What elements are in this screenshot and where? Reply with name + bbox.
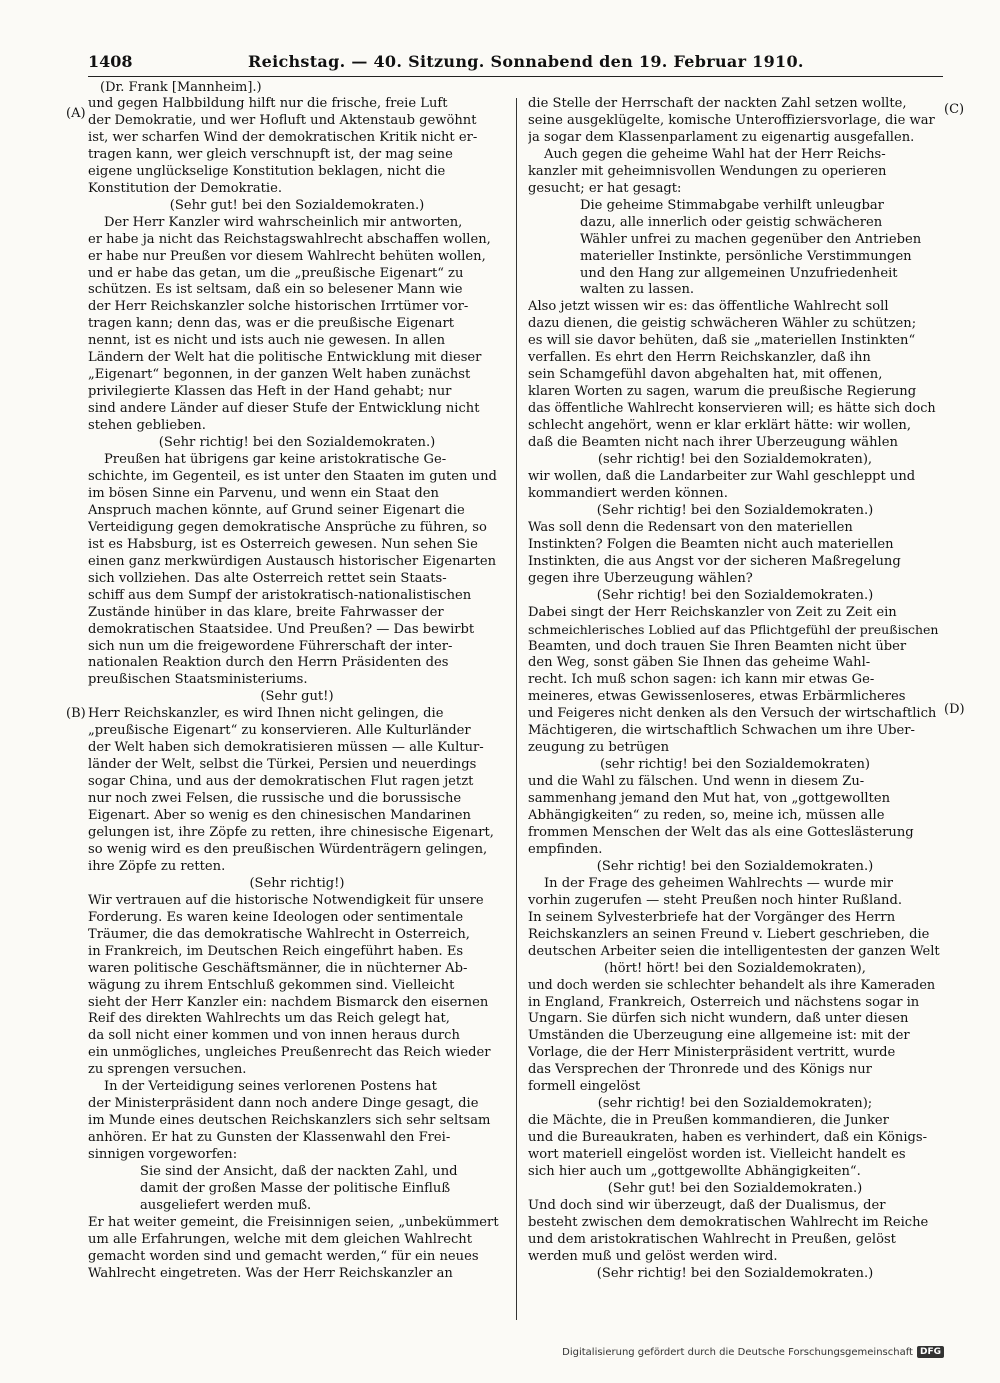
text-line: Verteidigung gegen demokratische Ansprüche zu führen, so: [88, 519, 487, 535]
text-line: schmeichlerisches Loblied auf das Pflichtgefühl der preußischen: [528, 621, 939, 637]
text-line: nationalen Reaktion durch den Herrn Präsidenten des: [88, 655, 449, 671]
right-column: [528, 96, 942, 1283]
text-line: und er habe das getan, um die „preußische Eigenart“ zu: [88, 265, 464, 281]
text-line: im Munde eines deutschen Reichskanzlers sich sehr seltsam: [88, 1113, 491, 1129]
text-line: den Weg, sonst gäben Sie Ihnen das geheime Wahl-: [528, 655, 871, 671]
text-line: (sehr richtig! bei den Sozialdemokraten);: [597, 1096, 873, 1112]
text-line: waren politische Geschäftsmänner, die in nüchterner Ab-: [88, 960, 468, 976]
text-line: Forderung. Es waren keine Ideologen oder sentimentale: [88, 909, 464, 925]
text-line: Er hat weiter gemeint, die Freisinnigen seien, „unbekümmert: [88, 1214, 499, 1230]
text-line: Wahlrecht eingetreten. Was der Herr Reichskanzler an: [88, 1265, 453, 1281]
text-line: Wir vertrauen auf die historische Notwendigkeit für unsere: [88, 892, 484, 908]
text-line: vorhin zugerufen — steht Preußen noch hinter Rußland.: [528, 892, 903, 908]
text-line: damit der großen Masse der politische Einfluß: [140, 1181, 451, 1196]
text-line: stehen geblieben.: [88, 418, 206, 434]
text-line: schützen. Es ist seltsam, daß ein so belesener Mann wie: [88, 282, 463, 298]
text-line: Wähler unfrei zu machen gegenüber den Antrieben: [580, 231, 922, 247]
text-line: sein Schamgefühl davon abgehalten hat, mit offenen,: [528, 367, 883, 383]
text-line: ihre Zöpfe zu retten.: [88, 858, 226, 874]
text-line: verfallen. Es ehrt den Herrn Reichskanzler, daß ihn: [528, 350, 871, 366]
text-line: Dabei singt der Herr Reichskanzler von Zeit zu Zeit ein: [528, 604, 897, 620]
running-head: Reichstag. — 40. Sitzung. Sonnabend den 19. Februar 1910.: [248, 52, 804, 71]
text-line: kommandiert werden können.: [528, 485, 728, 501]
text-line: sich vollziehen. Das alte Österreich rettet sein Staats-: [88, 570, 447, 586]
text-line: Instinkten, die aus Angst vor der sicheren Maßregelung: [528, 553, 901, 569]
text-line: ein unmögliches, ungleiches Preußenrecht das Reich wieder: [88, 1045, 491, 1061]
text-line: so wenig wird es den preußischen Würdenträgern gelingen,: [88, 841, 488, 857]
footer-text: Digitalisierung gefördert durch die Deutsche Forschungsgemeinschaft: [562, 1346, 913, 1358]
text-line: Ungarn. Sie dürfen sich nicht wundern, daß unter diesen: [528, 1011, 909, 1027]
text-line: preußischen Staatsministeriums.: [88, 672, 308, 688]
text-line: Reif des direkten Wahlrechts um das Reich gelegt hat,: [88, 1011, 450, 1027]
text-line: In seinem Sylvesterbriefe hat der Vorgänger des Herrn: [528, 909, 896, 925]
text-line: der Welt haben sich demokratisieren müssen — alle Kultur-: [88, 740, 484, 756]
text-line: nur noch zwei Felsen, die russische und die borussische: [88, 791, 462, 807]
text-line: und die Bureaukraten, haben es verhindert, daß ein Königs-: [528, 1130, 928, 1146]
text-line: (Sehr richtig! bei den Sozialdemokraten.): [596, 587, 874, 603]
text-line: die Mächte, die in Preußen kommandieren, die Junker: [528, 1113, 889, 1129]
text-line: sich hier auch um „gottgewollte Abhängigkeiten“.: [528, 1164, 861, 1180]
text-line: (Sehr gut!): [260, 689, 334, 705]
text-line: sogar China, und aus der demokratischen Flut ragen jetzt: [88, 774, 474, 790]
text-line: Sie sind der Ansicht, daß der nackten Zahl, und: [140, 1164, 458, 1180]
text-line: klaren Worten zu sagen, warum die preußische Regierung: [528, 384, 917, 400]
text-line: zu sprengen versuchen.: [88, 1062, 247, 1078]
text-line: Und doch sind wir überzeugt, daß der Dualismus, der: [528, 1197, 886, 1213]
text-line: Umständen die Überzeugung eine allgemeine ist: mit der: [528, 1028, 910, 1044]
text-line: Anspruch machen könnte, auf Grund seiner Eigenart die: [88, 502, 465, 518]
page-header: [88, 52, 943, 78]
text-line: walten zu lassen.: [580, 282, 695, 298]
text-line: (Sehr richtig! bei den Sozialdemokraten.): [596, 502, 874, 518]
text-line: (Sehr richtig! bei den Sozialdemokraten.): [596, 1265, 874, 1281]
text-line: (Sehr richtig!): [249, 875, 345, 891]
text-line: Der Herr Kanzler wird wahrscheinlich mir antworten,: [104, 214, 463, 230]
column-divider: [516, 98, 517, 1320]
text-line: um alle Erfahrungen, welche mit dem gleichen Wahlrecht: [88, 1231, 472, 1247]
text-line: er habe nur Preußen vor diesem Wahlrecht behüten wollen,: [88, 248, 486, 264]
text-line: wort materiell eingelöst worden ist. Vielleicht handelt es: [528, 1147, 906, 1163]
text-line: und Feigeres nicht denken als den Versuch der wirtschaftlich: [528, 706, 937, 722]
text-line: (Sehr gut! bei den Sozialdemokraten.): [169, 197, 425, 213]
text-line: Also jetzt wissen wir es: das öffentliche Wahlrecht soll: [528, 299, 889, 315]
speaker-label: (Dr. Frank [Mannheim].): [100, 80, 262, 95]
text-line: Preußen hat übrigens gar keine aristokratische Ge-: [104, 452, 447, 468]
text-line: wir wollen, daß die Landarbeiter zur Wahl geschleppt und: [528, 468, 916, 484]
text-line: Reichskanzlers an seinen Freund v. Liebert geschrieben, die: [528, 926, 930, 942]
text-line: empfinden.: [528, 841, 603, 857]
text-line: der Ministerpräsident dann noch andere Dinge gesagt, die: [88, 1096, 479, 1112]
text-line: sind andere Länder auf dieser Stufe der Entwicklung nicht: [88, 401, 480, 417]
text-line: in England, Frankreich, Österreich und nächstens sogar in: [528, 994, 920, 1010]
text-line: (hört! hört! bei den Sozialdemokraten),: [604, 960, 866, 976]
text-line: und den Hang zur allgemeinen Unzufriedenheit: [580, 265, 898, 281]
text-line: meineres, etwas Gewissenloseres, etwas Erbärmlicheres: [528, 689, 906, 705]
text-line: Abhängigkeiten“ zu reden, so, meine ich, müssen alle: [528, 808, 885, 824]
text-line: länder der Welt, selbst die Türkei, Persien und neuerdings: [88, 757, 477, 773]
text-line: der Herr Reichskanzler solche historischen Irrtümer vor-: [88, 299, 469, 315]
text-line: privilegierte Klassen das Heft in der Hand gehabt; nur: [88, 384, 452, 400]
text-line: In der Verteidigung seines verlorenen Postens hat: [104, 1079, 437, 1095]
text-line: besteht zwischen dem demokratischen Wahlrecht im Reiche: [528, 1214, 929, 1230]
margin-marker-a: (A): [66, 106, 86, 121]
text-line: die Stelle der Herrschaft der nackten Zahl setzen wollte,: [528, 96, 907, 111]
text-line: Träumer, die das demokratische Wahlrecht in Österreich,: [88, 926, 470, 942]
text-line: Vorlage, die der Herr Ministerpräsident vertritt, wurde: [528, 1045, 896, 1061]
text-line: (sehr richtig! bei den Sozialdemokraten),: [597, 452, 873, 468]
text-line: in Frankreich, im Deutschen Reich eingeführt haben. Es: [88, 943, 464, 959]
text-line: sammenhang jemand den Mut hat, von „gottgewollten: [528, 791, 891, 807]
text-line: materieller Instinkte, persönliche Verstimmungen: [580, 248, 912, 264]
text-line: daß die Beamten nicht nach ihrer Überzeugung wählen: [528, 435, 898, 451]
text-line: ausgeliefert werden muß.: [140, 1197, 312, 1213]
text-line: schlecht angehört, wenn er klar erklärt hätte: wir wollen,: [528, 418, 911, 434]
text-line: Konstitution der Demokratie.: [88, 180, 282, 196]
text-line: schiff aus dem Sumpf der aristokratisch-nationalistischen: [88, 587, 472, 603]
text-line: Was soll denn die Redensart von den materiellen: [528, 519, 853, 535]
text-line: seine ausgeklügelte, komische Unteroffiziersvorlage, die war: [528, 112, 935, 128]
text-line: es will sie davor behüten, daß sie „materiellen Instinkten“: [528, 333, 916, 349]
footer: [562, 1346, 944, 1358]
text-line: ist, wer scharfen Wind der demokratischen Kritik nicht er-: [88, 129, 478, 145]
text-line: Eigenart. Aber so wenig es den chinesischen Mandarinen: [88, 808, 471, 824]
text-line: Ländern der Welt hat die politische Entwicklung mit dieser: [88, 350, 482, 366]
text-line: nennt, ist es nicht und ists auch nie gewesen. In allen: [88, 333, 446, 349]
text-line: deutschen Arbeiter seien die intelligentesten der ganzen Welt: [528, 943, 940, 959]
text-line: gegen ihre Überzeugung wählen?: [528, 570, 753, 586]
text-line: demokratischen Staatsidee. Und Preußen? — Das bewirbt: [88, 621, 475, 637]
text-line: und gegen Halbbildung hilft nur die frische, freie Luft: [88, 96, 448, 111]
text-line: da soll nicht einer kommen und von innen heraus durch: [88, 1028, 460, 1044]
margin-marker-c: (C): [944, 102, 965, 117]
margin-marker-b: (B): [66, 706, 86, 721]
text-line: anhören. Er hat zu Gunsten der Klassenwahl den Frei-: [88, 1130, 451, 1146]
text-line: Die geheime Stimmabgabe verhilft unleugbar: [580, 197, 884, 213]
text-line: gesucht; er hat gesagt:: [528, 180, 682, 196]
text-line: das Versprechen der Thronrede und des Königs nur: [528, 1062, 872, 1078]
text-line: sinnigen vorgeworfen:: [88, 1147, 238, 1163]
text-line: „preußische Eigenart“ zu konservieren. Alle Kulturländer: [88, 723, 471, 739]
text-line: „Eigenart“ begonnen, in der ganzen Welt haben zunächst: [88, 367, 471, 383]
text-line: im bösen Sinne ein Parvenu, und wenn ein Staat den: [88, 485, 439, 501]
text-line: der Demokratie, und wer Hofluft und Aktenstaub gewöhnt: [88, 112, 477, 128]
text-line: sieht der Herr Kanzler ein: nachdem Bismarck den eisernen: [88, 994, 489, 1010]
text-line: tragen kann, wer gleich verschnupft ist, der mag seine: [88, 146, 453, 162]
text-line: (Sehr richtig! bei den Sozialdemokraten.): [596, 858, 874, 874]
text-line: kanzler mit geheimnisvollen Wendungen zu operieren: [528, 163, 887, 179]
margin-marker-d: (D): [944, 702, 965, 717]
text-line: einen ganz merkwürdigen Austausch historischer Eigenarten: [88, 553, 497, 569]
text-line: Instinkten? Folgen die Beamten nicht auch materiellen: [528, 536, 894, 552]
text-line: er habe ja nicht das Reichstagswahlrecht abschaffen wollen,: [88, 231, 491, 247]
text-line: sich nun um die freigewordene Führerschaft der inter-: [88, 638, 453, 654]
page-number: 1408: [88, 52, 133, 71]
dfg-logo: DFG: [917, 1346, 944, 1358]
text-line: Auch gegen die geheime Wahl hat der Herr Reichs-: [544, 146, 886, 162]
text-line: (sehr richtig! bei den Sozialdemokraten): [599, 757, 871, 773]
text-line: Beamten, und doch trauen Sie Ihren Beamten nicht über: [528, 638, 907, 654]
text-line: und doch werden sie schlechter behandelt als ihre Kameraden: [528, 977, 936, 993]
text-line: eigene unglückselige Konstitution beklagen, nicht die: [88, 163, 446, 179]
text-line: tragen kann; denn das, was er die preußische Eigenart: [88, 316, 454, 332]
text-line: werden muß und gelöst werden wird.: [528, 1248, 778, 1264]
text-line: (Sehr gut! bei den Sozialdemokraten.): [607, 1181, 863, 1196]
text-line: wägung zu ihrem Entschluß gekommen sind. Vielleicht: [88, 977, 455, 993]
text-line: zeugung zu betrügen: [528, 740, 670, 756]
text-line: Zustände hinüber in das klare, breite Fahrwasser der: [88, 604, 444, 620]
text-line: (Sehr richtig! bei den Sozialdemokraten.): [158, 435, 436, 451]
header-rule: [88, 76, 943, 77]
text-line: dazu dienen, die geistig schwächeren Wähler zu schützen;: [528, 316, 917, 332]
text-line: frommen Menschen der Welt das als eine Gotteslästerung: [528, 824, 914, 840]
text-line: Herr Reichskanzler, es wird Ihnen nicht gelingen, die: [88, 706, 444, 722]
text-line: ja sogar dem Klassenparlament zu eigenartig ausgefallen.: [528, 129, 915, 145]
text-line: gemacht worden sind und gemacht werden,“ für ein neues: [88, 1248, 479, 1264]
text-line: Mächtigeren, die wirtschaftlich Schwachen um ihre Über-: [528, 723, 915, 739]
text-line: und dem aristokratischen Wahlrecht in Preußen, gelöst: [528, 1231, 896, 1247]
text-line: schichte, im Gegenteil, es ist unter den Staaten im guten und: [88, 468, 497, 484]
text-line: das öffentliche Wahlrecht konservieren will; es hätte sich doch: [528, 401, 936, 417]
text-line: ist es Habsburg, ist es Österreich gewesen. Nun sehen Sie: [88, 536, 478, 552]
text-line: recht. Ich muß schon sagen: ich kann mir etwas Ge-: [528, 672, 875, 688]
text-line: gelungen ist, ihre Zöpfe zu retten, ihre chinesische Eigenart,: [88, 824, 494, 840]
text-line: dazu, alle innerlich oder geistig schwächeren: [580, 214, 883, 230]
text-line: In der Frage des geheimen Wahlrechts — wurde mir: [544, 875, 894, 891]
text-line: und die Wahl zu fälschen. Und wenn in diesem Zu-: [528, 774, 865, 790]
left-column: [88, 96, 506, 1283]
text-line: formell eingelöst: [528, 1079, 641, 1095]
